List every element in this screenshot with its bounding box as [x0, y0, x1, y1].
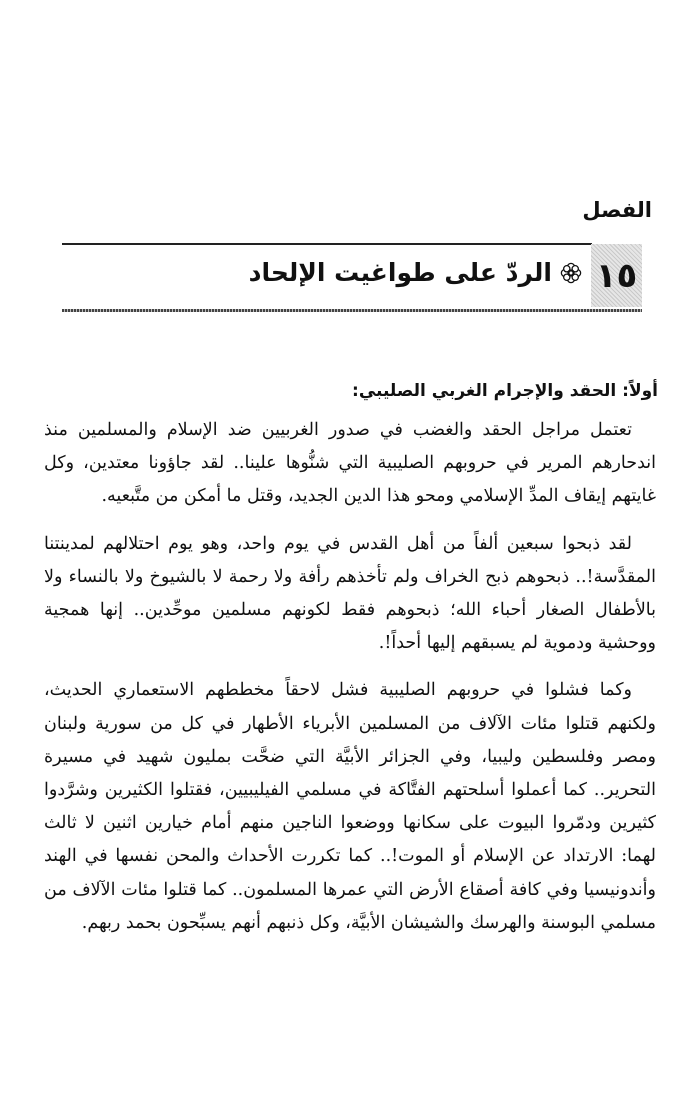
section-heading: أولاً: الحقد والإجرام الغربي الصليبي: [352, 381, 658, 401]
chapter-title-row [249, 258, 582, 287]
body-text [44, 414, 656, 954]
chapter-number-box [591, 244, 642, 307]
header-rule-bottom [62, 309, 642, 312]
chapter-label: الفصل [582, 198, 652, 222]
chapter-title: الردّ على طواغيت الإلحاد [248, 258, 552, 287]
paragraph: تعتمل مراجل الحقد والغضب في صدور الغربيين ضد الإسلام والمسلمين منذ اندحارهم المرير في حروبهم الصليبية التي شنُّوها علينا.. لقد جاؤونا معتدين، وكل غايتهم إيقاف المدِّ الإسلامي ومحو هذا الدين الجديد، وقتل ما أمكن من متَّبعيه. [44, 420, 656, 507]
chapter-number: ١٥ [595, 255, 638, 296]
paragraph: لقد ذبحوا سبعين ألفاً من أهل القدس في يوم واحد، وهو يوم احتلالهم لمدينتنا المقدَّسة!.. ذبحوهم ذبح الخراف ولم تأخذهم رأفة ولا رحمة لا بالشيوخ ولا بالنساء ولا بالأطفال الصغار أحباء الله؛ ذبحوهم فقط لكونهم مسلمين موحِّدين.. إنها همجية ووحشية ودموية لم يسبقهم إليها أحداً!. [44, 533, 656, 654]
paragraph: وكما فشلوا في حروبهم الصليبية فشل لاحقاً مخططهم الاستعماري الحديث، ولكنهم قتلوا مئات الآلاف من المسلمين الأبرياء الأطهار في كل من سورية ولبنان ومصر وفلسطين وليبيا، وفي الجزائر الأبيَّة التي ضحَّت بمليون شهيد في مسيرة التحرير.. كما أعملوا أسلحتهم الفتَّاكة في مسلمي الفيليبيين، فقتلوا الكثيرين وشرَّدوا كثيرين ودمّروا البيوت على سكانها ووضعوا الناجين منهم أمام خيارين اثنين لا ثالث لهما: الارتداد عن الإسلام أو الموت!.. كما تكررت الأحداث والمحن نفسها في الهند وأندونيسيا وفي كافة أصقاع الأرض التي عمرها المسلمون.. كما قتلوا مئات الآلاف من مسلمي البوسنة والهرسك والشيشان الأبيَّة، وكل ذنبهم أنهم يسبِّحون بحمد ربهم. [44, 680, 656, 933]
header-rule-top [62, 243, 592, 245]
flower-ornament-icon [560, 262, 582, 284]
